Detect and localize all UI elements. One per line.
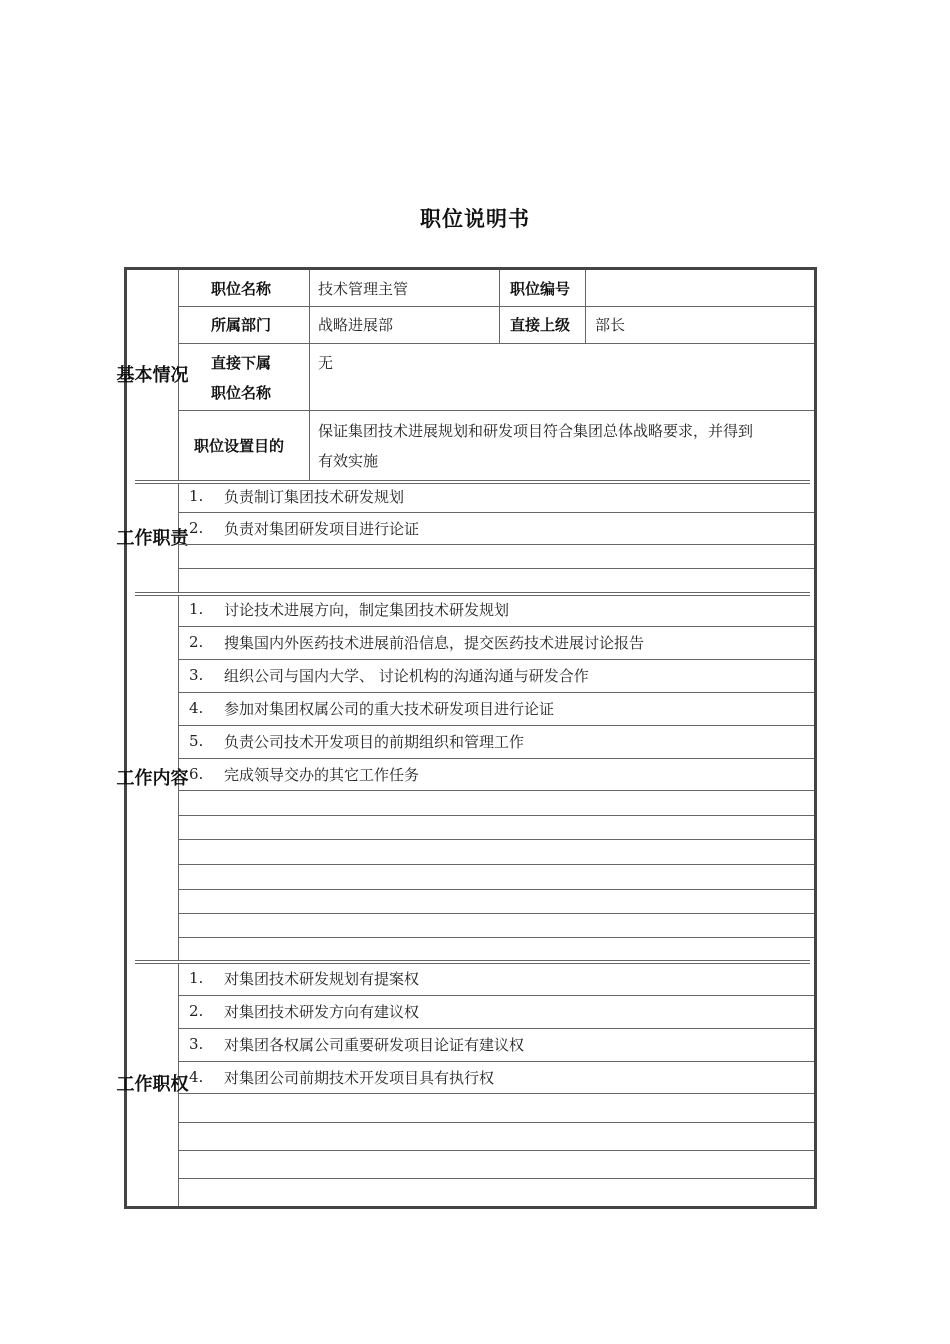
item-text: 搜集国内外医药技术进展前沿信息，提交医药技术进展讨论报告 [224,633,645,652]
section-char: 工 [116,527,135,549]
purpose-line-2: 有效实施 [318,451,379,470]
item-text: 组织公司与国内大学、 讨论机构的沟通沟通与研发合作 [224,666,589,685]
item-number: 4. [189,1068,204,1086]
item-number: 2. [189,519,204,537]
item-number: 4. [189,699,204,717]
duty-item [181,481,404,511]
column-divider [309,270,310,410]
item-text: 对集团技术研发方向有建议权 [224,1002,420,1021]
department-label: 所属部门 [211,316,272,334]
item-number: 2. [189,633,204,651]
duties-section-label [116,483,189,593]
section-char: 情 [152,365,171,386]
row-divider [179,1093,814,1094]
section-char: 权 [170,1074,189,1095]
document-title: 职位说明书 [420,207,530,231]
content-item [181,627,644,657]
item-text: 负责制订集团技术研发规划 [224,487,405,506]
content-item [181,693,554,723]
section-char: 本 [134,365,153,386]
item-text: 完成领导交办的其它工作任务 [224,765,420,784]
content-item [181,660,589,690]
row-divider [179,343,814,344]
superior-label: 直接上级 [510,316,571,334]
item-number: 1. [189,487,204,505]
authority-item [181,963,419,993]
department-value: 战略进展部 [318,316,394,334]
item-number: 5. [189,732,204,750]
position-name-value: 技术管理主管 [318,279,409,298]
item-text: 参加对集团权属公司的重大技术研发项目进行论证 [224,699,555,718]
basic-info-section-label [116,270,189,481]
item-text: 讨论技术进展方向，制定集团技术研发规划 [224,600,510,619]
position-code-label: 职位编号 [510,279,571,298]
row-divider [179,790,814,791]
content-item [181,594,509,624]
section-char: 责 [170,527,189,549]
column-divider [309,410,310,481]
item-text: 对集团各权属公司重要研发项目论证有建议权 [224,1035,525,1054]
item-number: 3. [189,666,204,684]
content-item [181,726,524,756]
item-number: 1. [189,969,204,987]
row-divider [179,544,814,545]
row-divider [179,815,814,816]
item-number: 2. [189,1002,204,1020]
purpose-line-1: 保证集团技术进展规划和研发项目符合集团总体战略要求，并得到 [318,421,754,440]
row-divider [179,306,814,307]
item-number: 6. [189,765,204,783]
item-text: 负责公司技术开发项目的前期组织和管理工作 [224,732,525,751]
authority-item [181,1029,524,1059]
authority-item [181,996,419,1026]
row-divider [179,864,814,865]
row-divider [179,1178,814,1179]
section-char: 内 [152,767,171,789]
item-text: 负责对集团研发项目进行论证 [224,519,420,538]
section-char: 作 [134,1074,153,1095]
section-char: 基 [116,365,135,386]
subordinate-label-line-1: 直接下属 [211,353,272,372]
row-divider [179,889,814,890]
row-divider [179,568,814,569]
authority-section-label [116,963,189,1206]
superior-value: 部长 [595,316,626,334]
authority-item [181,1062,494,1092]
position-name-label: 职位名称 [211,279,272,298]
section-char: 职 [152,527,171,549]
section-char: 工 [116,767,135,789]
content-section-label [116,595,189,961]
section-char: 容 [170,767,189,789]
purpose-label: 职位设置目的 [194,437,285,455]
section-char: 工 [116,1074,135,1095]
row-divider [179,839,814,840]
subordinate-label-line-2: 职位名称 [211,383,272,402]
item-number: 3. [189,1035,204,1053]
job-description-table [116,267,817,1209]
content-item [181,759,419,789]
section-char: 职 [152,1074,171,1095]
item-number: 1. [189,600,204,618]
section-char: 作 [134,767,153,789]
row-divider [179,937,814,938]
duty-item [181,513,419,543]
item-text: 对集团公司前期技术开发项目具有执行权 [224,1068,495,1087]
item-text: 对集团技术研发规划有提案权 [224,969,420,988]
row-divider [179,913,814,914]
section-char: 况 [170,365,189,386]
row-divider [179,1150,814,1151]
subordinate-value: 无 [318,353,334,372]
row-divider [179,1122,814,1123]
section-char: 作 [134,527,153,549]
